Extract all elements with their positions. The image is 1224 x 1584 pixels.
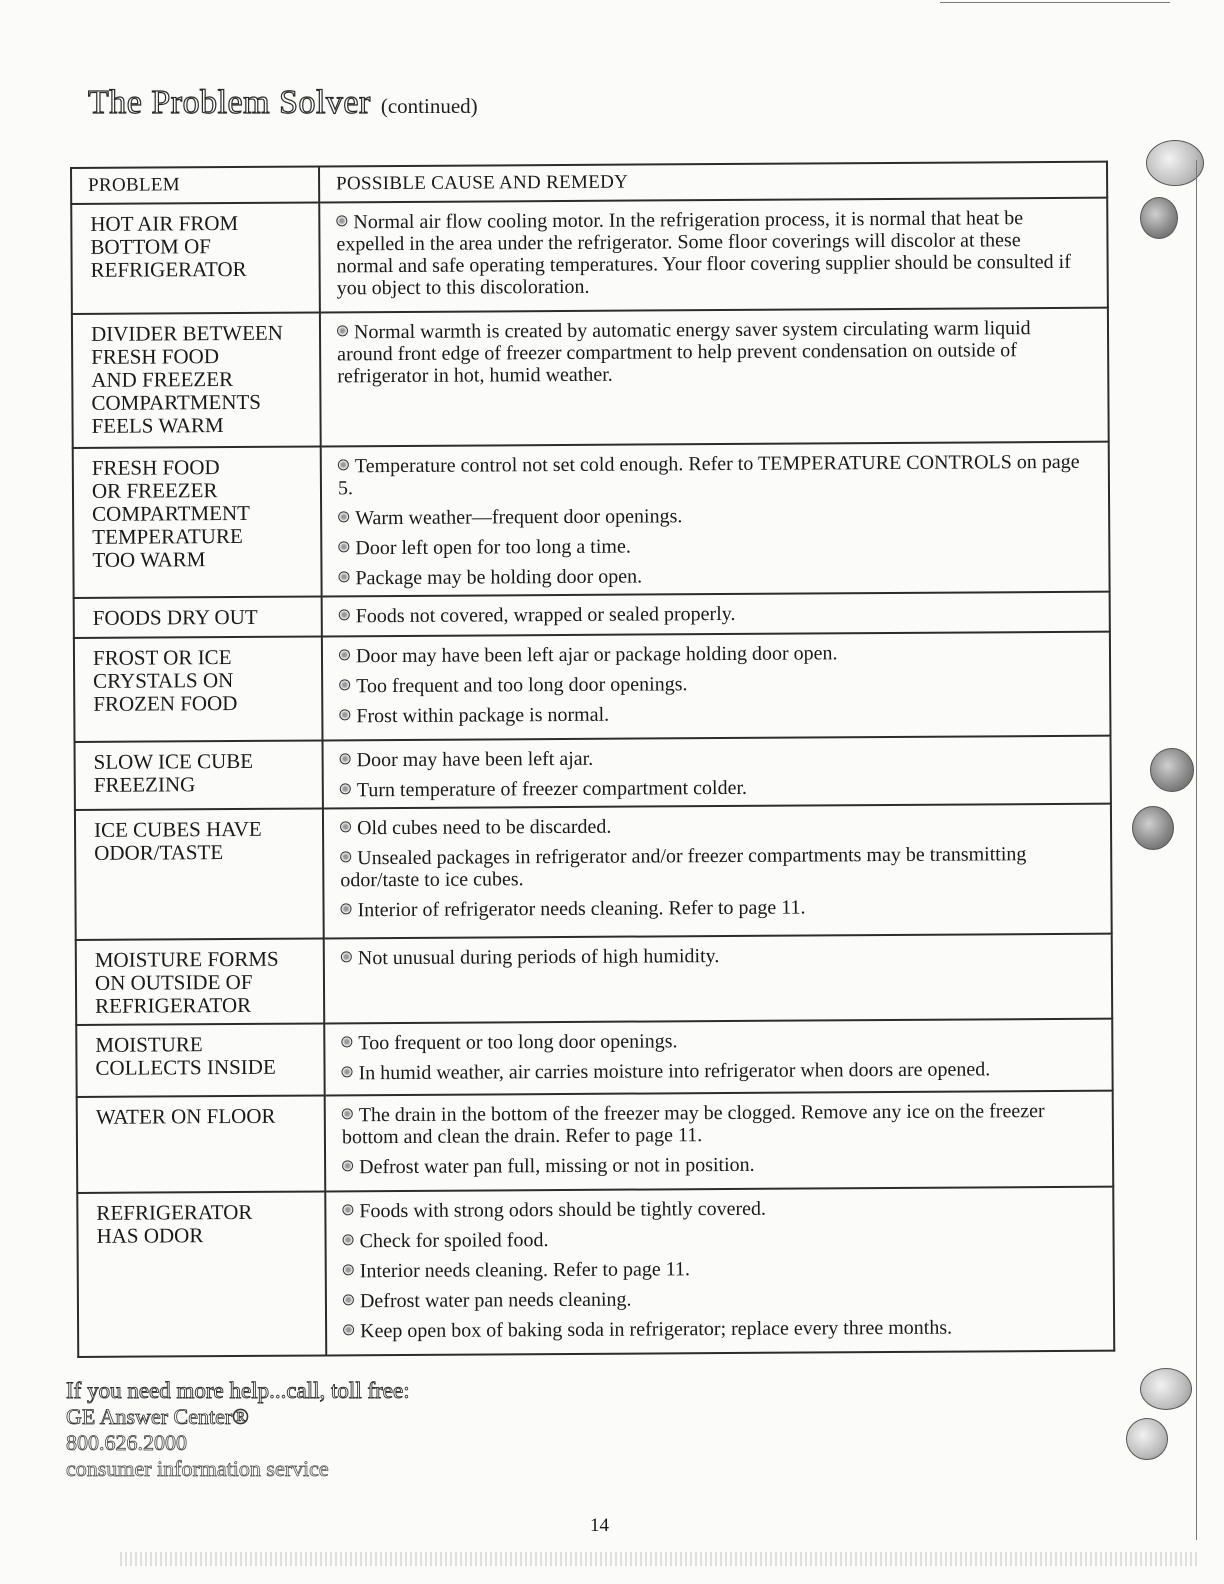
remedy-text: Too frequent and too long door openings. xyxy=(356,673,688,698)
table-row xyxy=(74,592,1110,638)
bullet-icon xyxy=(343,1264,354,1275)
bullet-icon xyxy=(337,325,348,336)
bullet-icon xyxy=(338,511,349,522)
answer-center-name: GE Answer Center® xyxy=(66,1404,249,1429)
remedy-cell xyxy=(324,934,1113,1024)
remedy-cell xyxy=(323,736,1111,809)
remedy-item xyxy=(343,1316,1087,1343)
bullet-icon xyxy=(340,783,351,794)
problem-cell xyxy=(77,1191,326,1357)
remedy-text: The drain in the bottom of the freezer may be clogged. Remove any ice on the freezer bottom and clean the drain. Refer to page 11. xyxy=(341,1100,1045,1149)
problem-text-line: WATER ON FLOOR xyxy=(95,1103,276,1129)
bullet-icon xyxy=(339,709,350,720)
bullet-icon xyxy=(338,459,349,470)
header-remedy: POSSIBLE CAUSE AND REMEDY xyxy=(319,162,1107,203)
problem-text-line: FREEZING xyxy=(93,772,196,797)
remedy-text: Turn temperature of freezer compartment colder. xyxy=(356,776,748,802)
remedy-item xyxy=(337,317,1081,388)
problem-text-line: REFRIGERATOR xyxy=(90,256,247,282)
table-row xyxy=(75,804,1112,940)
binder-hole-decoration xyxy=(1150,748,1194,792)
remedy-item xyxy=(343,1256,1087,1283)
remedy-cell xyxy=(319,198,1108,313)
bullet-icon xyxy=(338,571,349,582)
table-row xyxy=(76,934,1112,1025)
problem-solver-table-wrapper xyxy=(70,161,1113,1358)
problem-text-line: OR FREEZER xyxy=(91,478,218,503)
table-body xyxy=(71,198,1114,1357)
remedy-text: Unsealed packages in refrigerator and/or freezer compartments may be transmitting odor/taste to ice cubes. xyxy=(340,843,1027,892)
header-problem: PROBLEM xyxy=(71,166,319,204)
problem-text-line: DIVIDER BETWEEN xyxy=(90,320,283,346)
remedy-item xyxy=(342,1100,1086,1149)
remedy-cell xyxy=(321,442,1110,597)
remedy-text: Package may be holding door open. xyxy=(355,565,643,590)
problem-text-line: FOODS DRY OUT xyxy=(92,604,258,630)
remedy-cell xyxy=(324,1019,1112,1096)
remedy-cell xyxy=(320,308,1109,447)
bullet-icon xyxy=(340,851,351,862)
bullet-icon xyxy=(342,1160,353,1171)
bullet-icon xyxy=(336,215,347,226)
problem-text-line: REFRIGERATOR xyxy=(95,992,252,1018)
table-row xyxy=(76,1019,1112,1097)
problem-text-line: SLOW ICE CUBE xyxy=(93,748,254,774)
remedy-item xyxy=(336,207,1081,300)
problem-text-line: FRESH FOOD xyxy=(91,455,220,480)
bullet-icon xyxy=(339,609,350,620)
problem-cell xyxy=(75,740,323,810)
table-row xyxy=(71,198,1108,314)
problem-text-line: FRESH FOOD xyxy=(91,344,220,369)
table-row xyxy=(73,442,1110,598)
table-row xyxy=(77,1091,1114,1193)
remedy-item xyxy=(343,1226,1087,1253)
remedy-text: Not unusual during periods of high humidity. xyxy=(357,945,720,970)
page-title xyxy=(88,84,478,122)
problem-text-line: COLLECTS INSIDE xyxy=(95,1054,276,1080)
remedy-text: Normal air flow cooling motor. In the refrigeration process, it is normal that heat be expelled in the area under the refrigerator. Some floor coverings will discolor at these normal and safe operating temperatures. Your floor covering supplier should be consulted if you object to this discoloration. xyxy=(336,207,1071,300)
remedy-text: Interior of refrigerator needs cleaning. Refer to page 11. xyxy=(357,896,806,922)
bullet-icon xyxy=(343,1324,354,1335)
remedy-item xyxy=(339,601,1083,628)
binder-hole-decoration xyxy=(1140,1368,1192,1410)
remedy-text: Temperature control not set cold enough. Refer to TEMPERATURE CONTROLS on page 5. xyxy=(337,450,1080,500)
problem-text-line: ODOR/TASTE xyxy=(94,840,224,865)
bullet-icon xyxy=(339,649,350,660)
remedy-item xyxy=(341,1028,1085,1055)
problem-text-line: FROZEN FOOD xyxy=(93,690,238,716)
problem-cell xyxy=(76,1023,324,1097)
remedy-text: Too frequent or too long door openings. xyxy=(358,1030,678,1055)
remedy-text: Defrost water pan full, missing or not in position. xyxy=(359,1153,755,1179)
page-edge-line xyxy=(1196,160,1197,1540)
remedy-cell xyxy=(322,632,1111,741)
bullet-icon xyxy=(341,951,352,962)
remedy-item xyxy=(338,563,1082,590)
problem-text-line: REFRIGERATOR xyxy=(96,1199,253,1225)
remedy-text: Defrost water pan needs cleaning. xyxy=(359,1288,632,1313)
bullet-icon xyxy=(343,1234,354,1245)
problem-cell xyxy=(73,446,322,598)
remedy-item xyxy=(340,895,1084,922)
bullet-icon xyxy=(342,1108,353,1119)
table-row xyxy=(72,308,1109,448)
remedy-text: Interior needs cleaning. Refer to page 11. xyxy=(359,1258,691,1283)
problem-text-line: MOISTURE FORMS xyxy=(94,946,279,972)
remedy-text: Door may have been left ajar or package holding door open. xyxy=(355,642,838,668)
table-row xyxy=(74,632,1111,742)
answer-center-phone: 800.626.2000 xyxy=(66,1430,187,1455)
problem-text-line: FROST OR ICE xyxy=(92,645,232,670)
remedy-item xyxy=(343,1286,1087,1313)
problem-text-line: TEMPERATURE xyxy=(92,523,243,549)
bullet-icon xyxy=(341,903,352,914)
page-top-edge xyxy=(940,2,1170,3)
remedy-text: Keep open box of baking soda in refrigerator; replace every three months. xyxy=(360,1316,953,1343)
page-number: 14 xyxy=(590,1515,609,1536)
remedy-text: Old cubes need to be discarded. xyxy=(356,815,612,840)
bullet-icon xyxy=(342,1204,353,1215)
remedy-item xyxy=(342,1196,1086,1223)
remedy-item xyxy=(339,641,1083,668)
problem-text-line: ON OUTSIDE OF xyxy=(94,969,253,995)
problem-cell xyxy=(76,938,325,1025)
remedy-text: Foods with strong odors should be tightly covered. xyxy=(359,1197,767,1223)
problem-cell xyxy=(72,312,321,448)
problem-text-line: COMPARTMENTS xyxy=(91,389,262,415)
problem-cell xyxy=(74,636,323,742)
remedy-cell xyxy=(325,1091,1114,1192)
problem-text-line: CRYSTALS ON xyxy=(93,668,234,693)
remedy-item xyxy=(340,813,1084,840)
remedy-cell xyxy=(322,592,1110,637)
remedy-text: Check for spoiled food. xyxy=(359,1229,549,1253)
remedy-item xyxy=(340,745,1084,772)
remedy-text: Door left open for too long a time. xyxy=(355,535,631,560)
remedy-text: Door may have been left ajar. xyxy=(356,747,594,772)
remedy-item xyxy=(340,775,1084,802)
remedy-item xyxy=(340,843,1084,892)
problem-text-line: ICE CUBES HAVE xyxy=(93,816,262,842)
remedy-text: In humid weather, air carries moisture into refrigerator when doors are opened. xyxy=(358,1058,991,1085)
bullet-icon xyxy=(341,1036,352,1047)
problem-text-line: FEELS WARM xyxy=(91,413,224,438)
problem-cell xyxy=(75,808,324,940)
remedy-item xyxy=(339,701,1083,728)
remedy-text: Normal warmth is created by automatic energy saver system circulating warm liquid around front edge of freezer compartment to help prevent condensation on outside of refrigerator in hot, humid weather. xyxy=(337,317,1031,388)
help-block xyxy=(66,1378,410,1482)
bullet-icon xyxy=(341,1066,352,1077)
title-main: The Problem Solver xyxy=(88,84,371,121)
binder-hole-decoration xyxy=(1132,806,1174,850)
remedy-text: Foods not covered, wrapped or sealed properly. xyxy=(355,602,736,628)
table-row xyxy=(75,736,1111,810)
remedy-item xyxy=(341,943,1085,970)
remedy-item xyxy=(341,1058,1085,1085)
binder-hole-decoration xyxy=(1140,197,1178,239)
table-row xyxy=(77,1187,1114,1357)
problem-text-line: COMPARTMENT xyxy=(92,500,251,526)
bullet-icon xyxy=(340,753,351,764)
problem-cell xyxy=(74,596,322,638)
consumer-service-label: consumer information service xyxy=(66,1456,329,1481)
remedy-item xyxy=(339,671,1083,698)
problem-text-line: HAS ODOR xyxy=(96,1223,204,1248)
problem-text-line: AND FREEZER xyxy=(91,367,234,392)
help-heading: If you need more help...call, toll free: xyxy=(66,1378,410,1403)
remedy-cell xyxy=(325,1187,1114,1356)
problem-text-line: TOO WARM xyxy=(92,547,206,572)
scan-noise-strip xyxy=(120,1552,1200,1566)
remedy-text: Warm weather—frequent door openings. xyxy=(355,505,683,530)
remedy-text: Frost within package is normal. xyxy=(356,703,610,728)
problem-cell xyxy=(77,1095,326,1193)
problem-text-line: HOT AIR FROM xyxy=(90,210,239,236)
remedy-item xyxy=(342,1152,1086,1179)
bullet-icon xyxy=(338,541,349,552)
problem-text-line: BOTTOM OF xyxy=(90,234,211,259)
problem-cell xyxy=(71,202,320,314)
bullet-icon xyxy=(343,1294,354,1305)
remedy-item xyxy=(338,533,1082,560)
remedy-cell xyxy=(323,804,1112,939)
remedy-item xyxy=(338,451,1082,500)
title-continued: (continued) xyxy=(380,94,478,118)
problem-solver-table xyxy=(70,161,1115,1358)
remedy-item xyxy=(338,503,1082,530)
bullet-icon xyxy=(339,679,350,690)
problem-text-line: MOISTURE xyxy=(95,1032,203,1057)
binder-hole-decoration xyxy=(1126,1418,1168,1460)
bullet-icon xyxy=(340,821,351,832)
